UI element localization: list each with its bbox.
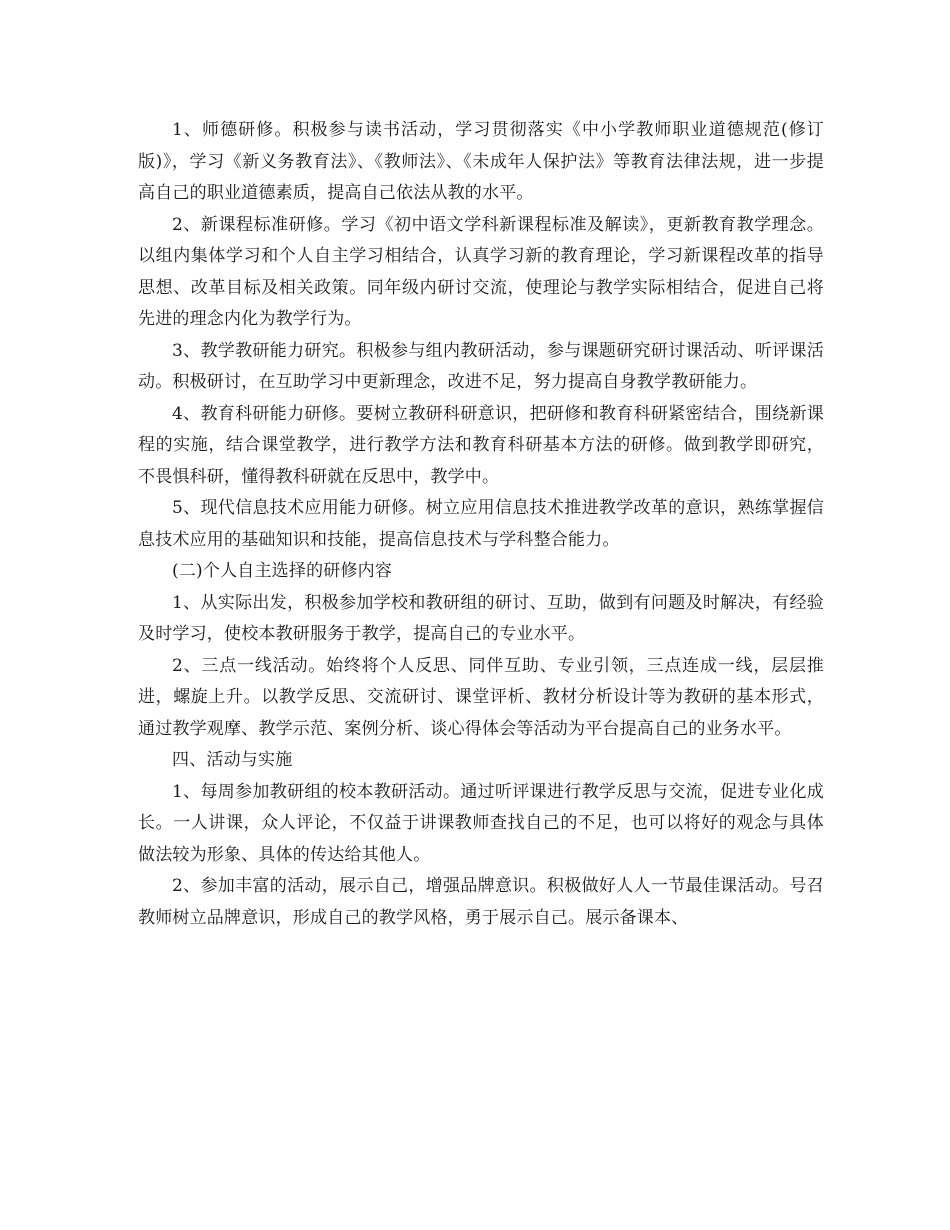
paragraph-education-research: 4、教育科研能力研修。要树立教研科研意识，把研修和教育科研紧密结合，围绕新课程的实施，结合课堂教学，进行教学方法和教育科研基本方法的研修。做到教学即研究，不畏惧科研，懂得教科研就在反思中，教学中。	[138, 403, 824, 487]
paragraph-info-technology: 5、现代信息技术应用能力研修。树立应用信息技术推进教学改革的意识，熟练掌握信息技术应用的基础知识和技能，提高信息技术与学科整合能力。	[138, 498, 824, 550]
paragraph-curriculum-standards: 2、新课程标准研修。学习《初中语文学科新课程标准及解读》，更新教育教学理念。以组内集体学习和个人自主学习相结合，认真学习新的教育理论，学习新课程改革的指导思想、改革目标及相关政策。同年级内研讨交流，使理论与教学实际相结合，促进自己将先进的理念内化为教学行为。	[138, 214, 824, 329]
paragraph-weekly-research: 1、每周参加教研组的校本教研活动。通过听评课进行教学反思与交流，促进专业化成长。一人讲课，众人评论，不仅益于讲课教师查找自己的不足，也可以将好的观念与具体做法较为形象、具体的传达给其他人。	[138, 781, 824, 865]
paragraph-brand-activities: 2、参加丰富的活动，展示自己，增强品牌意识。积极做好人人一节最佳课活动。号召教师树立品牌意识，形成自己的教学风格，勇于展示自己。展示备课本、	[138, 876, 824, 928]
section-heading-activities: 四、活动与实施	[172, 750, 293, 770]
paragraph-three-points: 2、三点一线活动。始终将个人反思、同伴互助、专业引领，三点连成一线，层层推进，螺旋上升。以教学反思、交流研讨、课堂评析、教材分析设计等为教研的基本形式，通过教学观摩、教学示范、案例分析、谈心得体会等活动为平台提高自己的业务水平。	[138, 655, 824, 739]
paragraph-teacher-ethics: 1、师德研修。积极参与读书活动，学习贯彻落实《中小学教师职业道德规范(修订版)》，学习《新义务教育法》、《教师法》、《未成年人保护法》等教育法律法规，进一步提高自己的职业道德素质，提高自己依法从教的水平。	[138, 120, 824, 203]
document-body	[138, 115, 824, 934]
section-heading-self-selected: (二)个人自主选择的研修内容	[172, 561, 393, 581]
paragraph-practical-start: 1、从实际出发，积极参加学校和教研组的研讨、互助，做到有问题及时解决，有经验及时学习，使校本教研服务于教学，提高自己的专业水平。	[138, 592, 824, 644]
paragraph-teaching-research: 3、教学教研能力研究。积极参与组内教研活动，参与课题研究研讨课活动、听评课活动。积极研讨，在互助学习中更新理念，改进不足，努力提高自身教学教研能力。	[138, 340, 824, 392]
